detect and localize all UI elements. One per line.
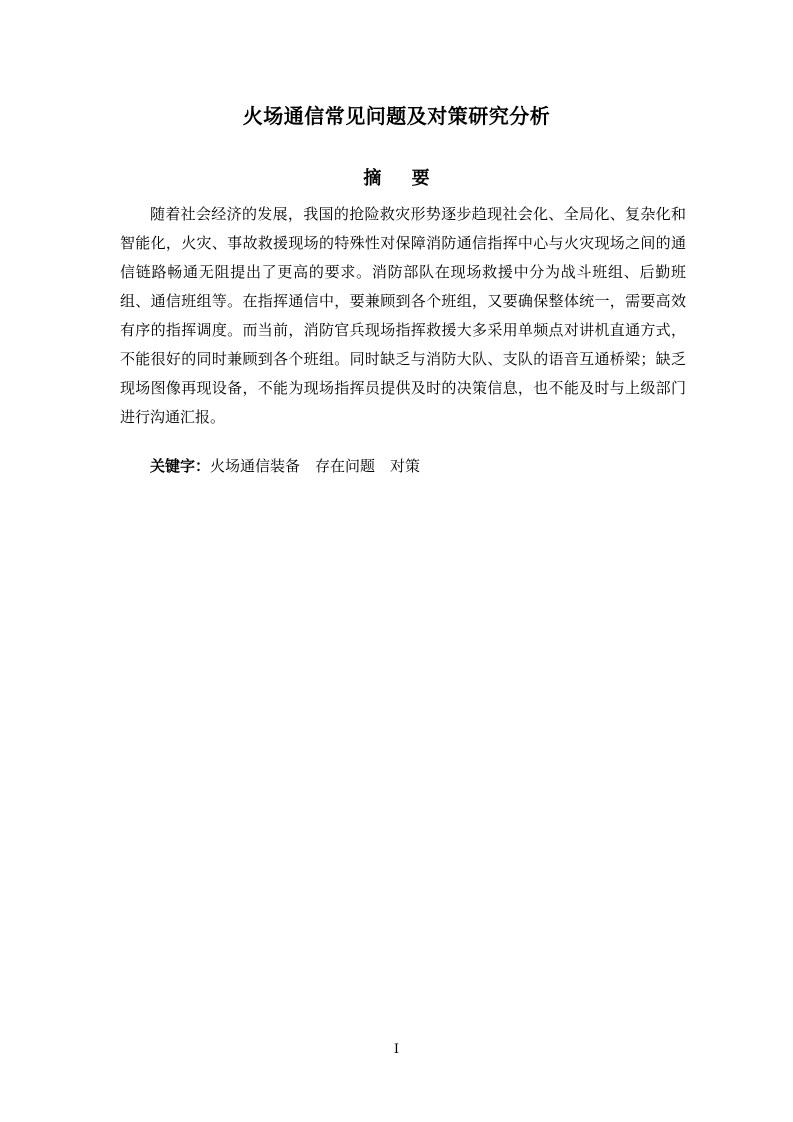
document-title: 火场通信常见问题及对策研究分析	[242, 104, 551, 128]
keyword-item: 对策	[390, 457, 421, 475]
keyword-item: 火场通信装备	[210, 457, 301, 475]
keywords-line	[120, 452, 686, 481]
abstract-heading: 摘 要	[363, 168, 442, 189]
keywords-label: 关键字：	[150, 457, 211, 475]
keyword-item: 存在问题	[315, 457, 376, 475]
page-number: I	[393, 1042, 400, 1057]
abstract-paragraph: 随着社会经济的发展，我国的抢险救灾形势逐步趋现社会化、全局化、复杂化和智能化，火灾、事故救援现场的特殊性对保障消防通信指挥中心与火灾现场之间的通信链路畅通无阻提出了更高的要求。消防部队在现场救援中分为战斗班组、后勤班组、通信班组等。在指挥通信中，要兼顾到各个班组，又要确保整体统一，需要高效有序的指挥调度。而当前，消防官兵现场指挥救援大多采用单频点对讲机直通方式，不能很好的同时兼顾到各个班组。同时缺乏与消防大队、支队的语音互通桥梁；缺乏现场图像再现设备，不能为现场指挥员提供及时的决策信息，也不能及时与上级部门进行沟通汇报。	[120, 205, 686, 426]
